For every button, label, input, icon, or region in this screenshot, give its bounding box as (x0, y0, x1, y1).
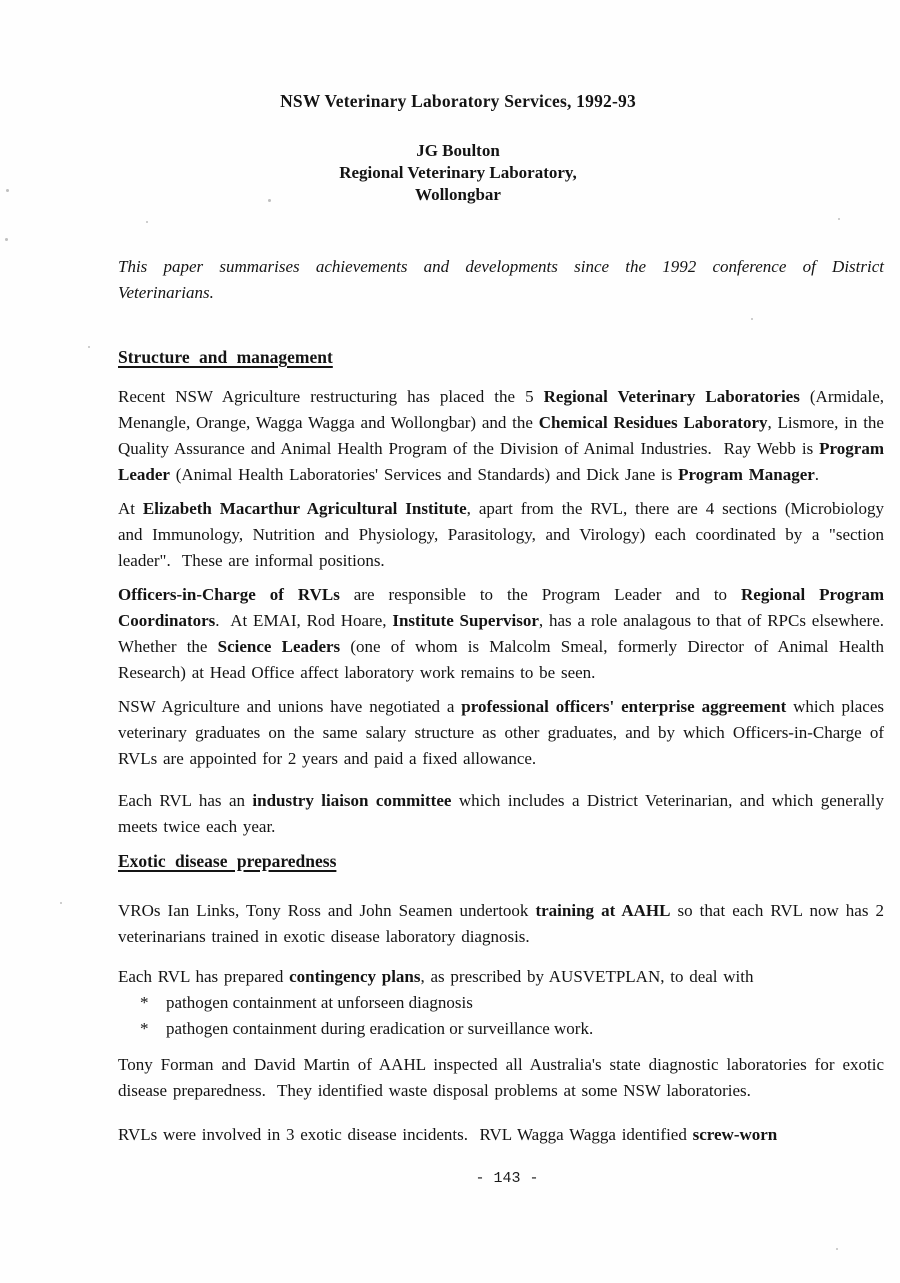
scan-speck (6, 189, 9, 192)
abstract-paragraph: This paper summarises achievements and developments since the 1992 conference of District Veterinarians. (118, 257, 892, 302)
list-item-text: pathogen containment during eradication or surveillance work. (166, 1019, 594, 1038)
list-item (140, 1016, 884, 1042)
list-item (140, 990, 884, 1016)
scan-speck (5, 238, 8, 241)
scan-speck (838, 218, 840, 220)
document-body (0, 254, 900, 1192)
para-exotic-incidents: RVLs were involved in 3 exotic disease incidents. RVL Wagga Wagga identified screw-worn (118, 1125, 778, 1144)
affiliation-line: Regional Veterinary Laboratory, (339, 163, 577, 182)
para-aahl-inspection: Tony Forman and David Martin of AAHL inspected all Australia's state diagnostic laboratories for exotic disease preparedness. They identified waste disposal problems at some NSW laboratories. (118, 1055, 890, 1100)
scan-speck (88, 346, 90, 348)
para-officers-in-charge: Officers-in-Charge of RVLs are responsible to the Program Leader and to Regional Program Coordinators. At EMAI, Rod Hoare, Institute Supervisor, has a role analagous to that of RPCs elsewhere. Whether the Science Leaders (one of whom is Malcolm Smeal, formerly Director of Animal Health Research) at Head Office affect laboratory work remains to be seen. (118, 585, 896, 682)
author-block (16, 140, 900, 206)
list-item-text: pathogen containment at unforseen diagnosis (166, 993, 473, 1012)
contingency-list (118, 990, 884, 1042)
affiliation-city: Wollongbar (415, 185, 501, 204)
para-emai-sections: At Elizabeth Macarthur Agricultural Institute, apart from the RVL, there are 4 sections (Microbiology and Immunology, Nutrition and Physiology, Parasitology, and Virology) each coordinated by a "section leader". These are informal positions. (118, 499, 890, 570)
section-heading-exotic: Exotic disease preparedness (118, 851, 337, 871)
para-aahl-training: VROs Ian Links, Tony Ross and John Seamen undertook training at AAHL so that each RVL now has 2 veterinarians trained in exotic disease laboratory diagnosis. (118, 901, 890, 946)
document-header (0, 88, 900, 206)
scan-speck (60, 902, 62, 904)
scan-speck (751, 318, 753, 320)
scan-speck (836, 1248, 838, 1250)
page-title: NSW Veterinary Laboratory Services, 1992-93 (280, 91, 636, 111)
para-enterprise-agreement: NSW Agriculture and unions have negotiated a professional officers' enterprise aggreement which places veterinary graduates on the same salary structure as other graduates, and by which Officers-in-Charge of RVLs are appointed for 2 years and paid a fixed allowance. (118, 697, 890, 768)
section-heading-structure: Structure and management (118, 347, 333, 367)
list-bullet: * (140, 993, 149, 1012)
list-bullet: * (140, 1019, 149, 1038)
scan-speck (146, 221, 148, 223)
para-liaison-committee: Each RVL has an industry liaison committee which includes a District Veterinarian, and which generally meets twice each year. (118, 791, 890, 836)
page-number: - 143 - (475, 1170, 539, 1187)
para-contingency-plans: Each RVL has prepared contingency plans, as prescribed by AUSVETPLAN, to deal with (118, 967, 754, 986)
scan-speck (268, 199, 271, 202)
para-restructuring: Recent NSW Agriculture restructuring has placed the 5 Regional Veterinary Laboratories (Armidale, Menangle, Orange, Wagga Wagga and Wollongbar) and the Chemical Residues Laboratory, Lismore, in the Quality Assurance and Animal Health Program of the Division of Animal Industries. Ray Webb is Program Leader (Animal Health Laboratories' Services and Standards) and Dick Jane is Program Manager. (118, 387, 890, 484)
author-name: JG Boulton (416, 141, 500, 160)
